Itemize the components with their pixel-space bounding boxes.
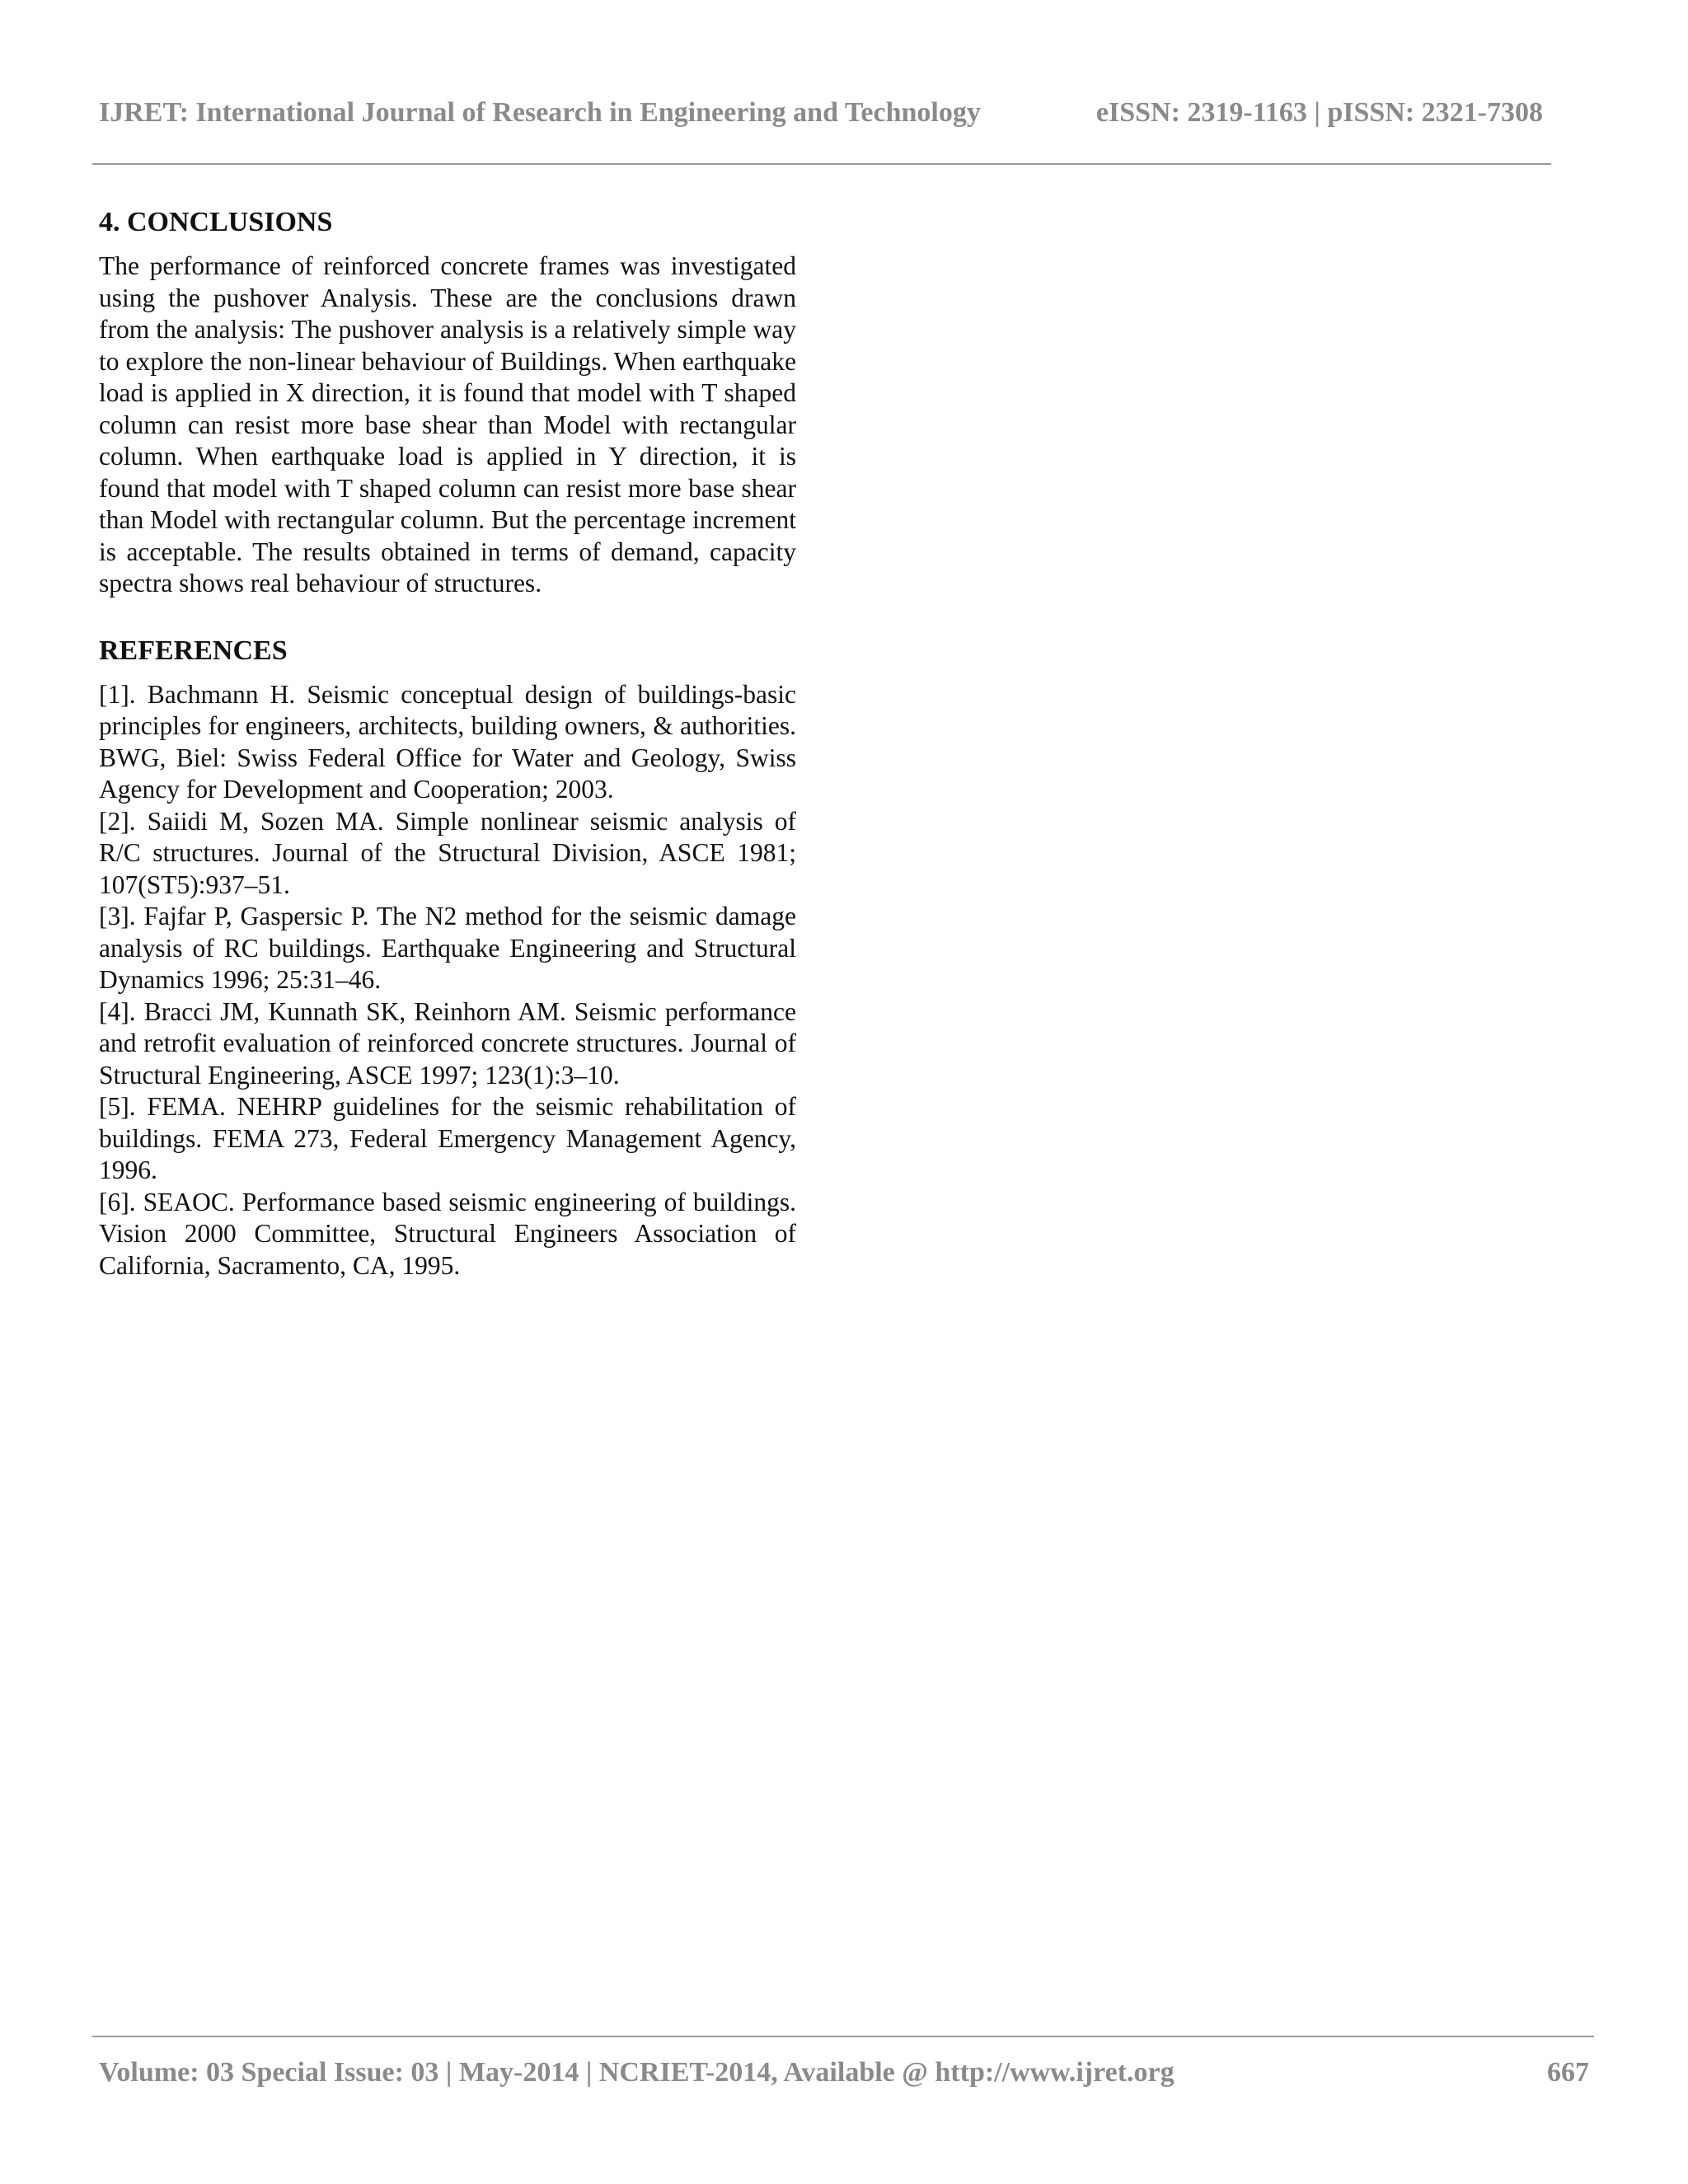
journal-title: IJRET: International Journal of Research in Engineering and Technology xyxy=(99,97,981,128)
reference-item: [6]. SEAOC. Performance based seismic engineering of buildings. Vision 2000 Committee, Structural Engineers Association of California, Sacramento, CA, 1995. xyxy=(99,1187,796,1280)
header-divider xyxy=(92,163,1551,165)
reference-item: [2]. Saiidi M, Sozen MA. Simple nonlinear seismic analysis of R/C structures. Journal of the Structural Division, ASCE 1981; 107(ST5):937–51. xyxy=(99,806,796,899)
references-list xyxy=(99,679,796,1282)
footer-volume-info: Volume: 03 Special Issue: 03 | May-2014 | NCRIET-2014, Available @ http://www.ijret.org xyxy=(99,2057,1175,2088)
reference-item: [4]. Bracci JM, Kunnath SK, Reinhorn AM. Seismic performance and retrofit evaluation of reinforced concrete structures. Journal of Structural Engineering, ASCE 1997; 123(1):3–10. xyxy=(99,996,796,1090)
references-heading: REFERENCES xyxy=(99,635,288,666)
reference-item: [3]. Fajfar P, Gaspersic P. The N2 method for the seismic damage analysis of RC buildings. Earthquake Engineering and Structural Dynamics 1996; 25:31–46. xyxy=(99,902,796,994)
conclusions-heading: 4. CONCLUSIONS xyxy=(99,207,333,237)
page-number: 667 xyxy=(1547,2057,1589,2088)
reference-item: [1]. Bachmann H. Seismic conceptual design of buildings-basic principles for engineers, architects, building owners, & authorities. BWG, Biel: Swiss Federal Office for Water and Geology, Swiss Agency for Development and Cooperation; 2003. xyxy=(99,679,796,804)
footer-divider xyxy=(92,2036,1594,2037)
reference-item: [5]. FEMA. NEHRP guidelines for the seismic rehabilitation of buildings. FEMA 273, Federal Emergency Management Agency, 1996. xyxy=(99,1092,796,1184)
main-column xyxy=(99,204,796,1282)
issn-info: eISSN: 2319-1163 | pISSN: 2321-7308 xyxy=(1095,97,1543,128)
conclusions-text: The performance of reinforced concrete frames was investigated using the pushover Analysis. These are the conclusions drawn from the analysis: The pushover analysis is a relatively simple way to explore the non-linear behaviour of Buildings. When earthquake load is applied in X direction, it is found that model with T shaped column can resist more base shear than Model with rectangular column. When earthquake load is applied in Y direction, it is found that model with T shaped column can resist more base shear than Model with rectangular column. But the percentage increment is acceptable. The results obtained in terms of demand, capacity spectra shows real behaviour of structures. xyxy=(99,251,796,598)
